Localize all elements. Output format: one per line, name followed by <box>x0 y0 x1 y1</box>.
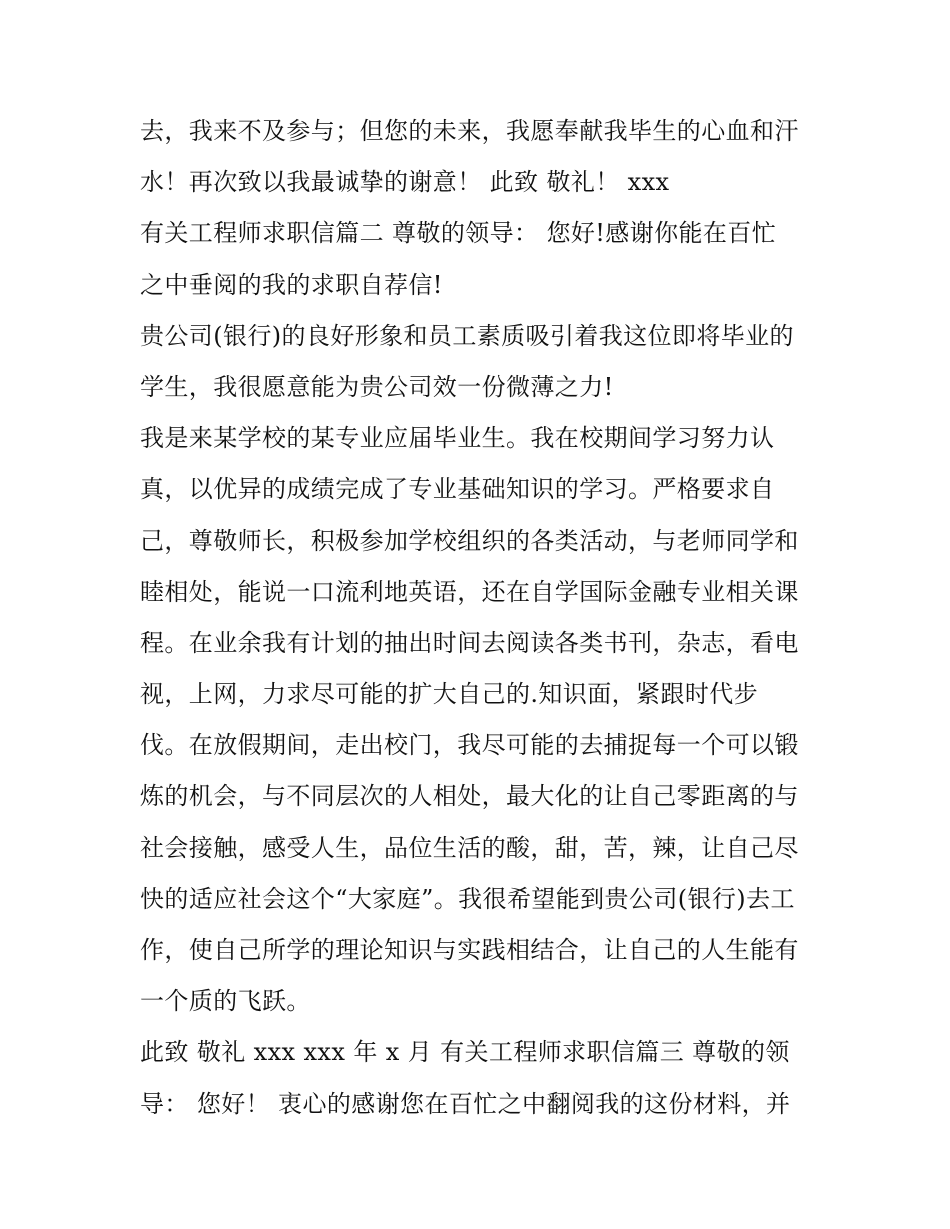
text-line: 一个质的飞跃。 <box>140 987 311 1016</box>
text-line: 作，使自己所学的理论知识与实践相结合，让自己的人生能有 <box>140 936 799 964</box>
text-line: 水！再次致以我最诚挚的谢意！ 此致 敬礼！ xxx <box>140 168 670 197</box>
text-line: 此致 敬礼 xxx xxx 年 x 月 有关工程师求职信篇三 尊敬的领 <box>140 1038 790 1067</box>
text-line: 视，上网，力求尽可能的扩大自己的.知识面，紧跟时代步 <box>140 680 759 709</box>
text-line: 程。在业余我有计划的抽出时间去阅读各类书刊，杂志，看电 <box>140 628 799 657</box>
text-line: 之中垂阅的我的求职自荐信! <box>140 270 443 299</box>
text-line: 我是来某学校的某专业应届毕业生。我在校期间学习努力认 <box>140 424 775 453</box>
text-line: 己，尊敬师长，积极参加学校组织的各类活动，与老师同学和 <box>140 526 799 555</box>
text-line: 快的适应社会这个“大家庭”。我很希望能到贵公司(银行)去工 <box>140 884 795 913</box>
text-line: 睦相处，能说一口流利地英语，还在自学国际金融专业相关课 <box>140 577 799 606</box>
text-line: 炼的机会，与不同层次的人相处，最大化的让自己零距离的与 <box>140 782 799 811</box>
text-line: 导： 您好！ 衷心的感谢您在百忙之中翻阅我的这份材料，并 <box>140 1089 791 1118</box>
text-line: 贵公司(银行)的良好形象和员工素质吸引着我这位即将毕业的 <box>140 321 794 350</box>
text-line: 真，以优异的成绩完成了专业基础知识的学习。严格要求自 <box>140 475 775 504</box>
text-line: 伐。在放假期间，走出校门，我尽可能的去捕捉每一个可以锻 <box>140 731 799 760</box>
document-body <box>140 106 840 1130</box>
text-line: 有关工程师求职信篇二 尊敬的领导： 您好!感谢你能在百忙 <box>140 219 777 248</box>
text-line: 去，我来不及参与；但您的未来，我愿奉献我毕生的心血和汗 <box>140 117 799 145</box>
text-line: 学生，我很愿意能为贵公司效一份微薄之力! <box>140 372 614 401</box>
text-line: 社会接触，感受人生，品位生活的酸，甜，苦，辣，让自己尽 <box>140 833 799 862</box>
